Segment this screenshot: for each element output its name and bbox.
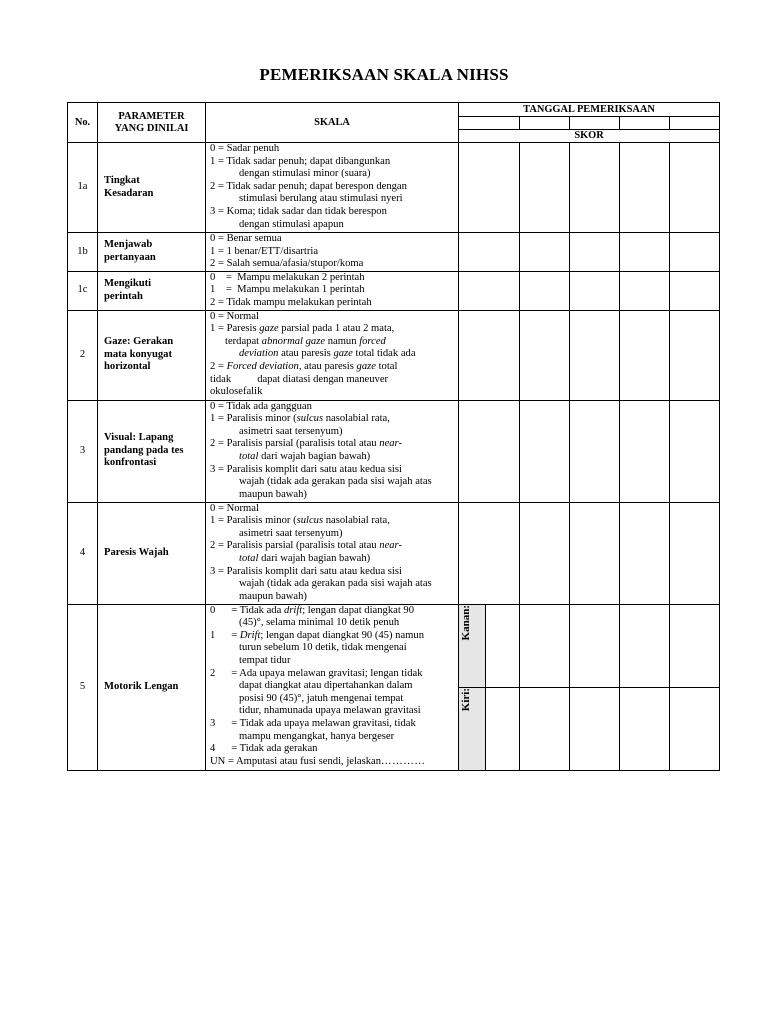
scale-line: 0 = Tidak ada gangguan bbox=[210, 400, 312, 412]
score-cell[interactable] bbox=[620, 687, 670, 770]
parameter-line: Kesadaran bbox=[104, 187, 154, 199]
header-skor: SKOR bbox=[459, 130, 720, 143]
scale-line: wajah (tidak ada gerakan pada sisi wajah atas bbox=[239, 476, 432, 488]
scale-line: 3 = Tidak ada upaya melawan gravitasi, tidak bbox=[210, 717, 416, 729]
score-cell[interactable] bbox=[620, 143, 670, 233]
score-cell[interactable] bbox=[520, 233, 570, 272]
scale-line: wajah (tidak ada gerakan pada sisi wajah atas bbox=[239, 578, 432, 590]
table-row bbox=[68, 604, 720, 687]
row-number: 2 bbox=[68, 310, 98, 400]
table-row bbox=[68, 143, 720, 233]
score-cell[interactable] bbox=[520, 687, 570, 770]
parameter-line: horizontal bbox=[104, 361, 151, 373]
scale-line: dengan stimulasi apapun bbox=[239, 218, 344, 230]
scale-description bbox=[206, 271, 459, 310]
date-cell[interactable] bbox=[670, 117, 720, 130]
scale-description bbox=[206, 310, 459, 400]
score-cell[interactable] bbox=[670, 310, 720, 400]
table-row bbox=[68, 271, 720, 310]
scale-line: 1 = Paralisis minor (sulcus nasolabial rata, bbox=[210, 515, 390, 527]
scale-line: 2 = Forced deviation, atau paresis gaze total bbox=[210, 360, 398, 372]
score-cell[interactable] bbox=[486, 687, 520, 770]
parameter-line: Motorik Lengan bbox=[104, 680, 179, 692]
kanan-label: Kanan: bbox=[460, 604, 472, 641]
scale-line: 0 = Sadar penuh bbox=[210, 143, 280, 154]
score-cell[interactable] bbox=[459, 502, 520, 604]
page-title: PEMERIKSAAN SKALA NIHSS bbox=[259, 65, 509, 84]
scale-line: 2 = Tidak sadar penuh; dapat berespon dengan bbox=[210, 180, 407, 192]
scale-line: turun sebelum 10 detik, tidak mengenai bbox=[239, 642, 407, 654]
parameter-line: pandang pada tes bbox=[104, 444, 184, 456]
scale-line: 1 = Mampu melakukan 1 perintah bbox=[210, 284, 365, 296]
kiri-label: Kiri: bbox=[460, 687, 472, 711]
scale-line: deviation atau paresis gaze total tidak ada bbox=[239, 348, 416, 360]
scale-line: 2 = Ada upaya melawan gravitasi; lengan tidak bbox=[210, 667, 423, 679]
table-row bbox=[68, 502, 720, 604]
row-number: 1a bbox=[68, 143, 98, 233]
nihss-table bbox=[67, 102, 720, 771]
score-cell[interactable] bbox=[620, 502, 670, 604]
scale-line: 4 = Tidak ada gerakan bbox=[210, 743, 318, 755]
row-number: 3 bbox=[68, 400, 98, 502]
score-cell[interactable] bbox=[670, 400, 720, 502]
date-cell[interactable] bbox=[570, 117, 620, 130]
side-label-kanan bbox=[459, 604, 486, 687]
scale-line: tidur, nhamunada upaya melawan gravitasi bbox=[239, 705, 421, 717]
parameter-line: Gaze: Gerakan bbox=[104, 336, 174, 348]
scale-line: asimetri saat tersenyum) bbox=[239, 425, 343, 437]
score-cell[interactable] bbox=[459, 143, 520, 233]
scale-description bbox=[206, 233, 459, 272]
scale-line: 3 = Koma; tidak sadar dan tidak berespon bbox=[210, 205, 387, 217]
scale-line: 1 = Drift; lengan dapat diangkat 90 (45) namun bbox=[210, 629, 424, 641]
score-cell[interactable] bbox=[670, 502, 720, 604]
side-label-kiri bbox=[459, 687, 486, 770]
row-number: 5 bbox=[68, 604, 98, 770]
scale-line: 1 = Tidak sadar penuh; dapat dibangunkan bbox=[210, 155, 391, 167]
scale-line: 3 = Paralisis komplit dari satu atau kedua sisi bbox=[210, 463, 402, 475]
score-cell[interactable] bbox=[520, 271, 570, 310]
score-cell[interactable] bbox=[620, 604, 670, 687]
header-no: No. bbox=[68, 103, 98, 143]
parameter-line: Menjawab bbox=[104, 239, 153, 251]
scale-line: dengan stimulasi minor (suara) bbox=[239, 168, 371, 180]
parameter-label bbox=[98, 604, 206, 770]
score-cell[interactable] bbox=[620, 310, 670, 400]
scale-line: 2 = Salah semua/afasia/stupor/koma bbox=[210, 258, 364, 270]
header-skala: SKALA bbox=[206, 103, 459, 143]
score-cell[interactable] bbox=[570, 604, 620, 687]
scale-line: terdapat abnormal gaze namun forced bbox=[225, 335, 386, 347]
row-number: 4 bbox=[68, 502, 98, 604]
score-cell[interactable] bbox=[570, 687, 620, 770]
score-cell[interactable] bbox=[520, 502, 570, 604]
score-cell[interactable] bbox=[570, 400, 620, 502]
parameter-label bbox=[98, 310, 206, 400]
score-cell[interactable] bbox=[459, 400, 520, 502]
parameter-line: Mengikuti bbox=[104, 278, 152, 290]
score-cell[interactable] bbox=[620, 271, 670, 310]
score-cell[interactable] bbox=[459, 271, 520, 310]
scale-line: tidak dapat diatasi dengan maneuver bbox=[210, 373, 389, 385]
scale-line: 0 = Tidak ada drift; lengan dapat diangkat 90 bbox=[210, 604, 415, 616]
scale-line: 0 = Mampu melakukan 2 perintah bbox=[210, 271, 365, 283]
score-cell[interactable] bbox=[520, 310, 570, 400]
parameter-line: konfrontasi bbox=[104, 457, 157, 469]
scale-line: (45)°, selama minimal 10 detik penuh bbox=[239, 617, 400, 629]
scale-line: 1 = Paralisis minor (sulcus nasolabial rata, bbox=[210, 413, 390, 425]
row-number: 1c bbox=[68, 271, 98, 310]
header-parameter-line2: YANG DINILAI bbox=[114, 122, 189, 134]
scale-line: maupun bawah) bbox=[239, 488, 307, 500]
parameter-line: Tingkat bbox=[104, 175, 140, 187]
scale-line: stimulasi berulang atau stimulasi nyeri bbox=[239, 193, 403, 205]
scale-line: asimetri saat tersenyum) bbox=[239, 527, 343, 539]
score-cell[interactable] bbox=[570, 271, 620, 310]
scale-line: posisi 90 (45)°, jatuh mengenai tempat bbox=[239, 692, 404, 704]
score-cell[interactable] bbox=[570, 310, 620, 400]
scale-line: UN = Amputasi atau fusi sendi, jelaskan………… bbox=[210, 755, 426, 767]
score-cell[interactable] bbox=[670, 604, 720, 687]
scale-line: okulosefalik bbox=[210, 386, 263, 398]
row-number: 1b bbox=[68, 233, 98, 272]
scale-description bbox=[206, 502, 459, 604]
score-cell[interactable] bbox=[620, 233, 670, 272]
header-tanggal: TANGGAL PEMERIKSAAN bbox=[459, 103, 720, 117]
date-cell[interactable] bbox=[520, 117, 570, 130]
score-cell[interactable] bbox=[670, 143, 720, 233]
score-cell[interactable] bbox=[670, 233, 720, 272]
parameter-label bbox=[98, 143, 206, 233]
parameter-line: pertanyaan bbox=[104, 251, 156, 263]
score-cell[interactable] bbox=[520, 143, 570, 233]
table-row bbox=[68, 233, 720, 272]
scale-line: 1 = 1 benar/ETT/disartria bbox=[210, 245, 319, 257]
score-cell[interactable] bbox=[670, 271, 720, 310]
table-row bbox=[68, 310, 720, 400]
header-parameter bbox=[98, 103, 206, 143]
scale-line: 2 = Paralisis parsial (paralisis total atau near- bbox=[210, 438, 402, 450]
scale-description bbox=[206, 143, 459, 233]
score-cell[interactable] bbox=[620, 400, 670, 502]
scale-line: total dari wajah bagian bawah) bbox=[239, 450, 371, 462]
score-cell[interactable] bbox=[459, 310, 520, 400]
date-cell[interactable] bbox=[459, 117, 520, 130]
score-cell[interactable] bbox=[570, 143, 620, 233]
parameter-label bbox=[98, 233, 206, 272]
parameter-line: Paresis Wajah bbox=[104, 546, 169, 558]
score-cell[interactable] bbox=[570, 233, 620, 272]
date-cell[interactable] bbox=[620, 117, 670, 130]
score-cell[interactable] bbox=[486, 604, 520, 687]
scale-line: total dari wajah bagian bawah) bbox=[239, 552, 371, 564]
score-cell[interactable] bbox=[459, 233, 520, 272]
score-cell[interactable] bbox=[520, 604, 570, 687]
header-parameter-line1: PARAMETER bbox=[118, 110, 185, 122]
parameter-label bbox=[98, 400, 206, 502]
parameter-label bbox=[98, 271, 206, 310]
scale-line: 2 = Paralisis parsial (paralisis total atau near- bbox=[210, 540, 402, 552]
parameter-line: mata konyugat bbox=[104, 348, 172, 360]
parameter-line: Visual: Lapang bbox=[104, 432, 174, 444]
scale-description bbox=[206, 400, 459, 502]
scale-line: 0 = Normal bbox=[210, 310, 259, 322]
scale-line: 1 = Paresis gaze parsial pada 1 atau 2 mata, bbox=[210, 323, 395, 335]
score-cell[interactable] bbox=[520, 400, 570, 502]
score-cell[interactable] bbox=[570, 502, 620, 604]
table-row bbox=[68, 400, 720, 502]
scale-line: dapat diangkat atau dipertahankan dalam bbox=[239, 680, 413, 692]
scale-line: mampu mengangkat, hanya bergeser bbox=[239, 730, 395, 742]
scale-line: 0 = Normal bbox=[210, 502, 259, 514]
scale-description bbox=[206, 604, 459, 770]
scale-line: maupun bawah) bbox=[239, 590, 307, 602]
scale-line: tempat tidur bbox=[239, 654, 291, 666]
scale-line: 3 = Paralisis komplit dari satu atau kedua sisi bbox=[210, 565, 402, 577]
scale-line: 0 = Benar semua bbox=[210, 233, 282, 244]
parameter-line: perintah bbox=[104, 290, 143, 302]
score-cell[interactable] bbox=[670, 687, 720, 770]
scale-line: 2 = Tidak mampu melakukan perintah bbox=[210, 296, 372, 308]
parameter-label bbox=[98, 502, 206, 604]
